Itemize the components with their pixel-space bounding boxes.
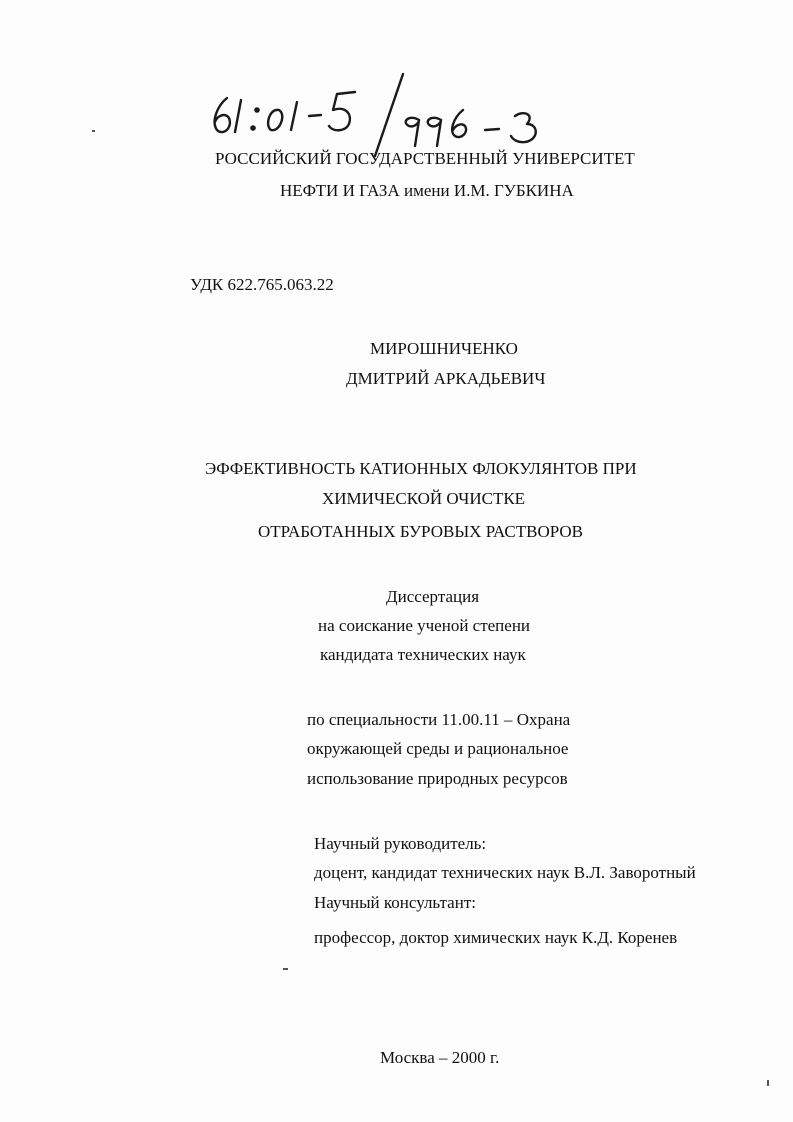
handwritten-archive-code xyxy=(205,70,555,160)
udk-code: УДК 622.765.063.22 xyxy=(190,275,334,294)
scan-speck xyxy=(283,968,288,970)
degree-line1: на соискание ученой степени xyxy=(318,616,531,635)
dissertation-label: Диссертация xyxy=(386,587,480,606)
thesis-title-line1: ЭФФЕКТИВНОСТЬ КАТИОННЫХ ФЛОКУЛЯНТОВ ПРИ xyxy=(205,459,637,478)
thesis-title-line3: ОТРАБОТАННЫХ БУРОВЫХ РАСТВОРОВ xyxy=(258,522,584,541)
author-surname: МИРОШНИЧЕНКО xyxy=(370,339,518,358)
consultant-label: Научный консультант: xyxy=(314,893,476,912)
consultant-name: профессор, доктор химических наук К.Д. Коренев xyxy=(314,928,678,947)
specialty-line3: использование природных ресурсов xyxy=(307,769,568,788)
thesis-title-line2: ХИМИЧЕСКОЙ ОЧИСТКЕ xyxy=(322,489,526,508)
supervisor-label: Научный руководитель: xyxy=(314,834,487,853)
university-name-line1: РОССИЙСКИЙ ГОСУДАРСТВЕННЫЙ УНИВЕРСИТЕТ xyxy=(215,149,635,168)
scan-speck xyxy=(767,1080,769,1086)
university-name-line2: НЕФТИ И ГАЗА имени И.М. ГУБКИНА xyxy=(280,181,574,200)
city-year: Москва – 2000 г. xyxy=(380,1048,500,1067)
specialty-line2: окружающей среды и рациональное xyxy=(307,739,569,758)
degree-line2: кандидата технических наук xyxy=(320,645,526,664)
specialty-line1: по специальности 11.00.11 – Охрана xyxy=(307,710,571,729)
scan-speck xyxy=(92,130,95,132)
author-name: ДМИТРИЙ АРКАДЬЕВИЧ xyxy=(346,369,546,388)
supervisor-name: доцент, кандидат технических наук В.Л. Заворотный xyxy=(314,863,696,882)
